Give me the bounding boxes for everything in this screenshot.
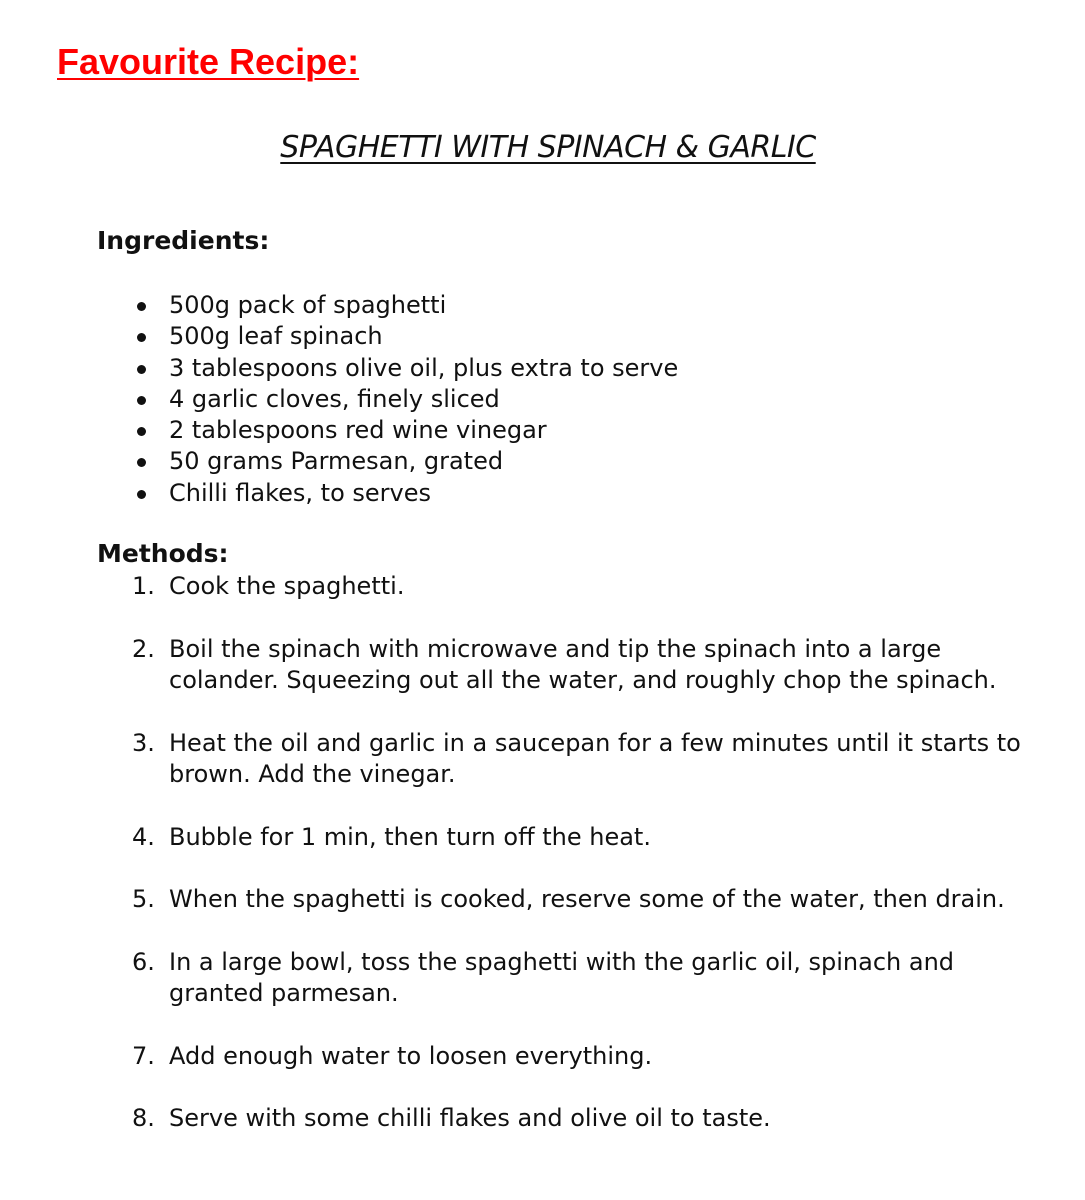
ingredient-item [132,384,678,415]
step-text: Bubble for 1 min, then turn off the heat. [169,822,651,851]
step-number: 4. [132,822,155,851]
ingredient-text: 500g pack of spaghetti [169,291,447,319]
ingredient-text: Chilli flakes, to serves [169,478,431,507]
step-number: 1. [132,572,155,600]
method-step [132,947,1049,1010]
method-step [132,571,1049,603]
ingredient-item [132,446,678,477]
ingredient-text: 4 garlic cloves, finely sliced [169,384,500,413]
bullet-icon [137,365,146,374]
method-step [132,634,1049,697]
step-number: 6. [132,947,155,976]
method-step [132,1103,1049,1135]
method-step [132,1041,1049,1073]
ingredient-item [132,478,678,509]
step-number: 8. [132,1104,155,1132]
step-number: 2. [132,634,155,663]
page-title: Favourite Recipe: [57,41,360,82]
ingredient-list [132,290,678,509]
step-text: Serve with some chilli flakes and olive oil to taste. [169,1104,771,1132]
step-text: Cook the spaghetti. [169,572,405,600]
step-text: When the spaghetti is cooked, reserve some of the water, then drain. [169,885,1005,913]
method-list [132,571,1049,1166]
step-number: 3. [132,728,155,757]
ingredients-heading: Ingredients: [97,226,270,255]
ingredient-text: 500g leaf spinach [169,322,383,351]
ingredient-text: 3 tablespoons olive oil, plus extra to serve [169,353,679,382]
step-text: Heat the oil and garlic in a saucepan for a few minutes until it starts to brown. Add the vinegar. [169,728,1021,788]
step-number: 7. [132,1041,155,1070]
methods-heading: Methods: [97,539,229,568]
ingredient-item [132,353,678,384]
ingredient-item [132,415,678,446]
bullet-icon [137,302,146,311]
method-step [132,822,1049,854]
bullet-icon [137,396,146,405]
bullet-icon [137,490,146,499]
ingredient-text: 2 tablespoons red wine vinegar [169,416,547,445]
bullet-icon [137,427,146,436]
step-text: Add enough water to loosen everything. [169,1041,653,1070]
bullet-icon [137,458,146,467]
ingredient-item [132,321,678,352]
ingredient-text: 50 grams Parmesan, grated [169,447,504,476]
ingredient-item [132,290,678,321]
step-number: 5. [132,885,155,913]
method-step [132,728,1049,791]
bullet-icon [137,333,146,342]
recipe-title: SPAGHETTI WITH SPINACH & GARLIC [280,130,816,165]
step-text: In a large bowl, toss the spaghetti with the garlic oil, spinach and granted parmesan. [169,947,955,1007]
step-text: Boil the spinach with microwave and tip the spinach into a large colander. Squeezing out all the water, and roughly chop the spinach. [169,634,997,694]
method-step [132,884,1049,916]
